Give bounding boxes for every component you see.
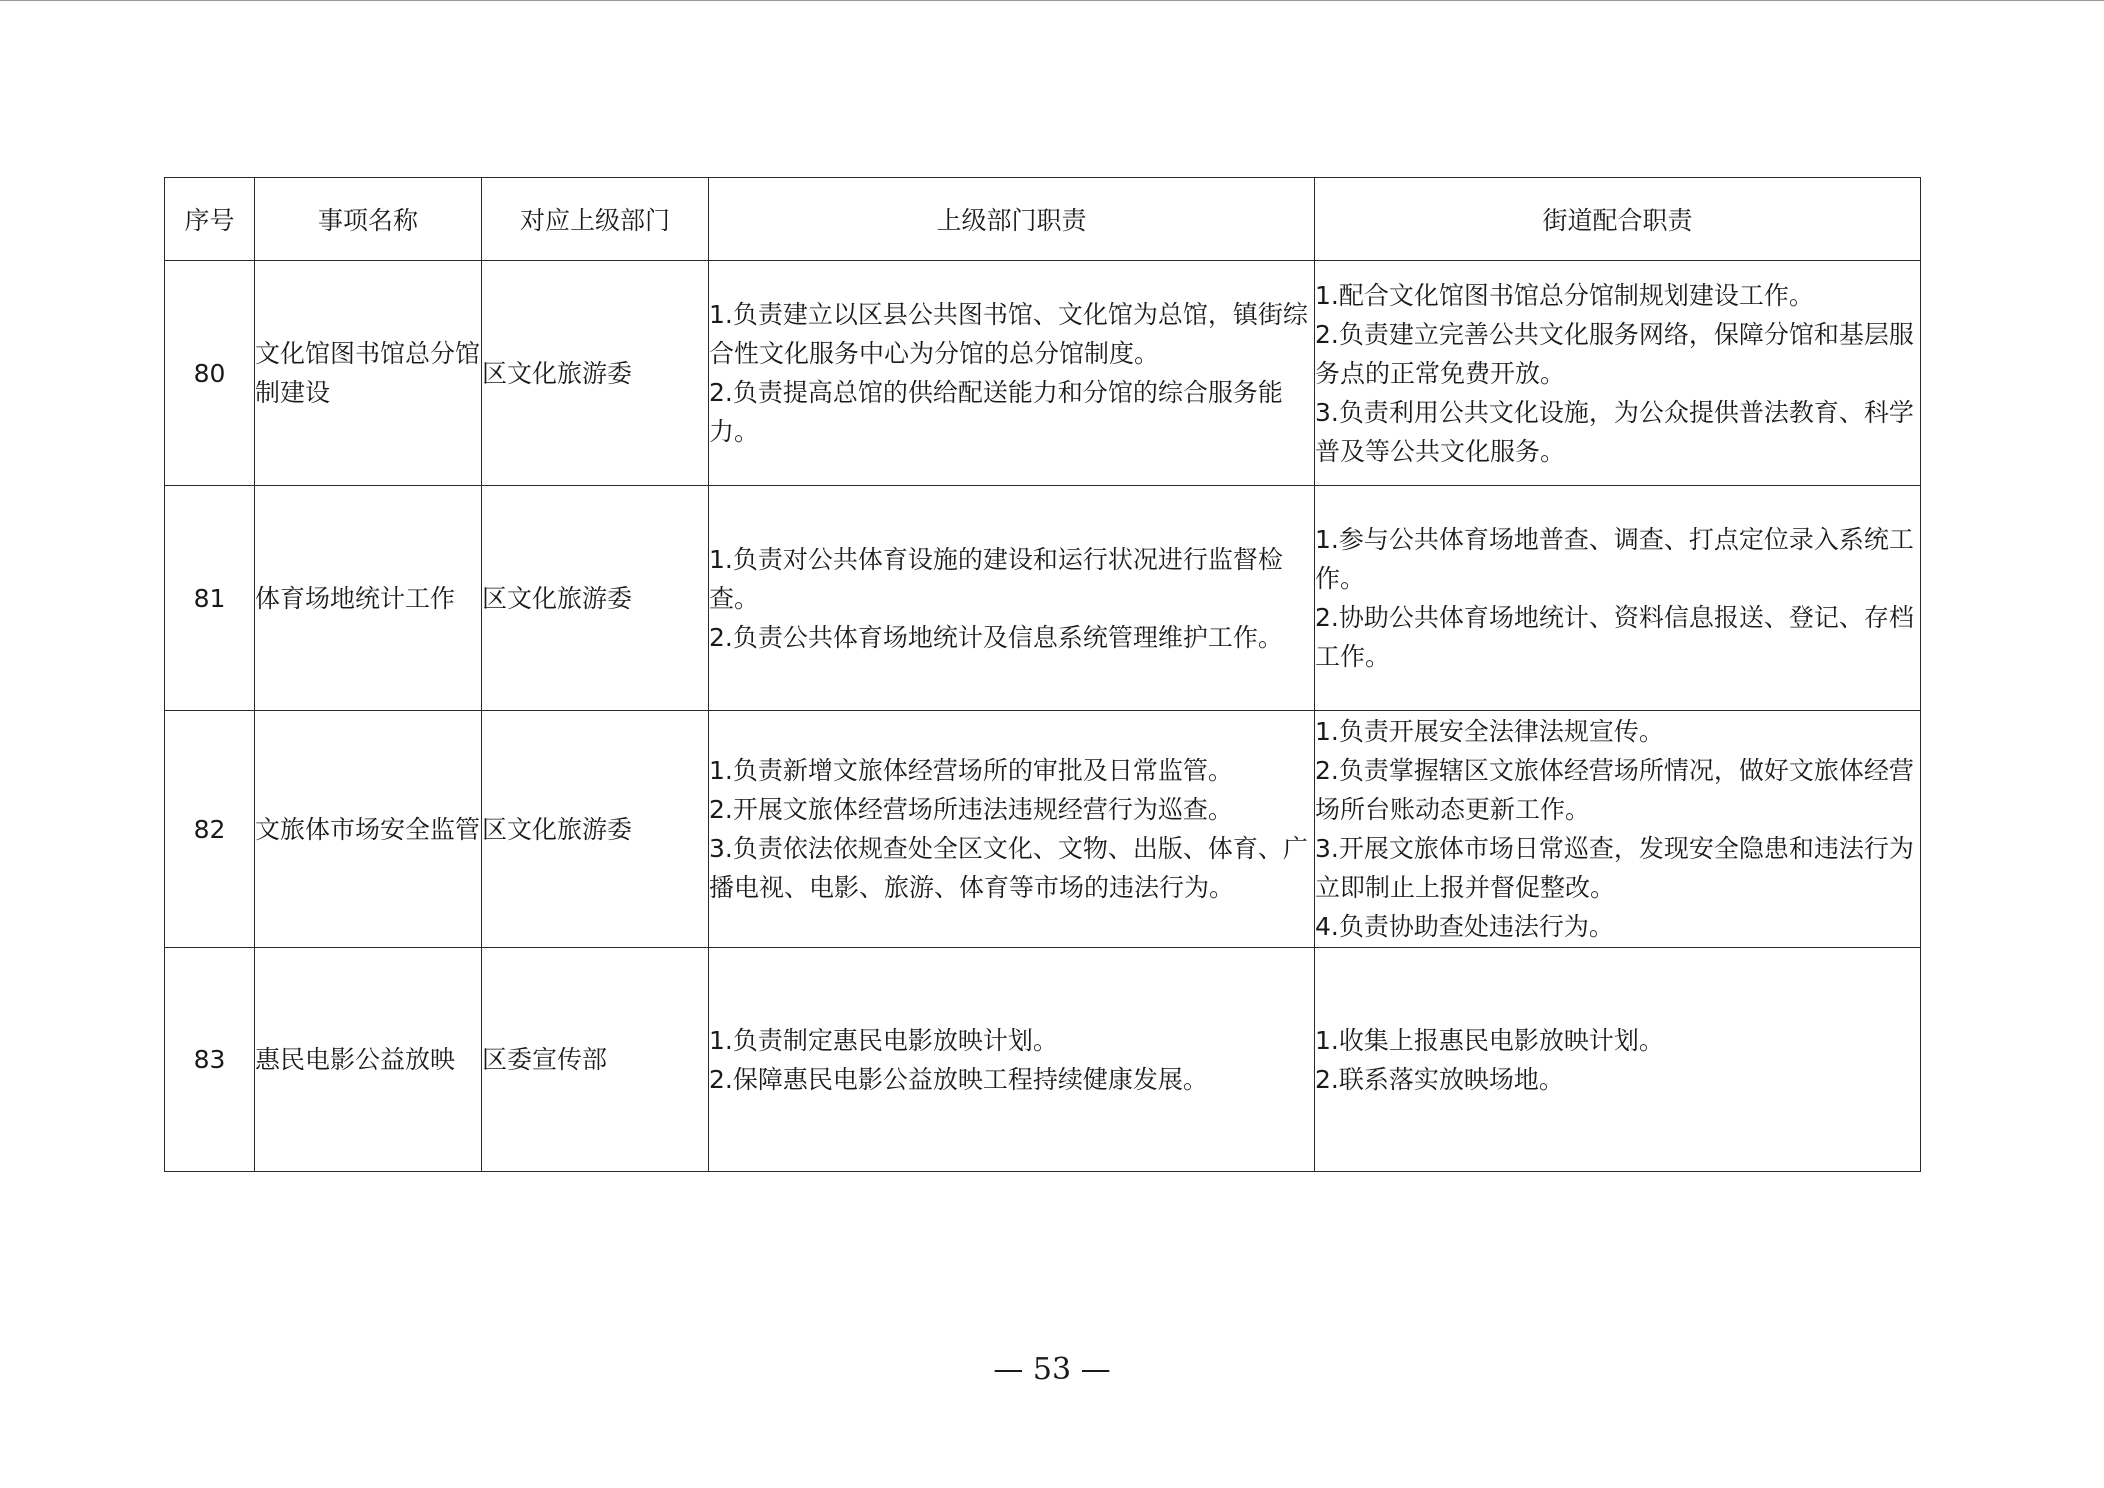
table-row xyxy=(165,948,1921,1172)
item-name: 文旅体市场安全监管 xyxy=(255,711,482,948)
table-header-row xyxy=(165,178,1921,261)
cooperation-item: 3.负责利用公共文化设施，为公众提供普法教育、科学普及等公共文化服务。 xyxy=(1315,397,1914,466)
duty-item: 3.负责依法依规查处全区文化、文物、出版、体育、广播电视、电影、旅游、体育等市场的违法行为。 xyxy=(709,834,1308,902)
duty-item: 1.负责建立以区县公共图书馆、文化馆为总馆，镇街综合性文化服务中心为分馆的总分馆制度。 xyxy=(709,300,1308,368)
item-name: 体育场地统计工作 xyxy=(255,486,482,711)
superior-department: 区文化旅游委 xyxy=(482,486,709,711)
item-name: 文化馆图书馆总分馆制建设 xyxy=(255,261,482,486)
superior-duties xyxy=(709,711,1315,948)
duty-item: 1.负责对公共体育设施的建设和运行状况进行监督检查。 xyxy=(709,544,1283,613)
table-row xyxy=(165,261,1921,486)
cooperation-item: 3.开展文旅体市场日常巡查，发现安全隐患和违法行为立即制止上报并督促整改。 xyxy=(1315,834,1914,902)
duty-item: 2.负责提高总馆的供给配送能力和分馆的综合服务能力。 xyxy=(709,378,1283,446)
street-cooperation-duties xyxy=(1315,261,1921,486)
street-cooperation-duties xyxy=(1315,486,1921,711)
duty-item: 1.负责新增文旅体经营场所的审批及日常监管。 xyxy=(709,756,1233,785)
page-number: — 53 — xyxy=(993,1352,1111,1387)
row-number: 80 xyxy=(165,261,255,486)
cooperation-item: 2.负责掌握辖区文旅体经营场所情况，做好文旅体经营场所台账动态更新工作。 xyxy=(1315,756,1914,824)
duty-item: 2.负责公共体育场地统计及信息系统管理维护工作。 xyxy=(709,622,1283,652)
page-top-edge xyxy=(0,0,2104,1)
header-serial-number: 序号 xyxy=(165,178,255,261)
duty-item: 1.负责制定惠民电影放映计划。 xyxy=(709,1025,1058,1055)
duty-item: 2.保障惠民电影公益放映工程持续健康发展。 xyxy=(709,1064,1208,1094)
row-number: 83 xyxy=(165,948,255,1172)
superior-department: 区文化旅游委 xyxy=(482,711,709,948)
superior-department: 区文化旅游委 xyxy=(482,261,709,486)
superior-duties xyxy=(709,261,1315,486)
cooperation-item: 2.负责建立完善公共文化服务网络，保障分馆和基层服务点的正常免费开放。 xyxy=(1315,319,1914,388)
cooperation-item: 2.联系落实放映场地。 xyxy=(1315,1064,1564,1094)
cooperation-item: 1.参与公共体育场地普查、调查、打点定位录入系统工作。 xyxy=(1315,525,1914,593)
cooperation-item: 4.负责协助查处违法行为。 xyxy=(1315,912,1614,941)
item-name: 惠民电影公益放映 xyxy=(255,948,482,1172)
cooperation-item: 1.收集上报惠民电影放映计划。 xyxy=(1315,1025,1664,1055)
cooperation-item: 1.负责开展安全法律法规宣传。 xyxy=(1315,717,1664,746)
street-cooperation-duties xyxy=(1315,711,1921,948)
header-item-name: 事项名称 xyxy=(255,178,482,261)
header-street-cooperation-duties: 街道配合职责 xyxy=(1315,178,1921,261)
header-superior-duties: 上级部门职责 xyxy=(709,178,1315,261)
duty-item: 2.开展文旅体经营场所违法违规经营行为巡查。 xyxy=(709,795,1233,824)
table-row xyxy=(165,486,1921,711)
duty-table xyxy=(164,177,1921,1172)
row-number: 82 xyxy=(165,711,255,948)
superior-duties xyxy=(709,948,1315,1172)
superior-department: 区委宣传部 xyxy=(482,948,709,1172)
row-number: 81 xyxy=(165,486,255,711)
header-superior-department: 对应上级部门 xyxy=(482,178,709,261)
superior-duties xyxy=(709,486,1315,711)
table-row xyxy=(165,711,1921,948)
cooperation-item: 2.协助公共体育场地统计、资料信息报送、登记、存档工作。 xyxy=(1315,603,1914,671)
street-cooperation-duties xyxy=(1315,948,1921,1172)
cooperation-item: 1.配合文化馆图书馆总分馆制规划建设工作。 xyxy=(1315,280,1814,310)
